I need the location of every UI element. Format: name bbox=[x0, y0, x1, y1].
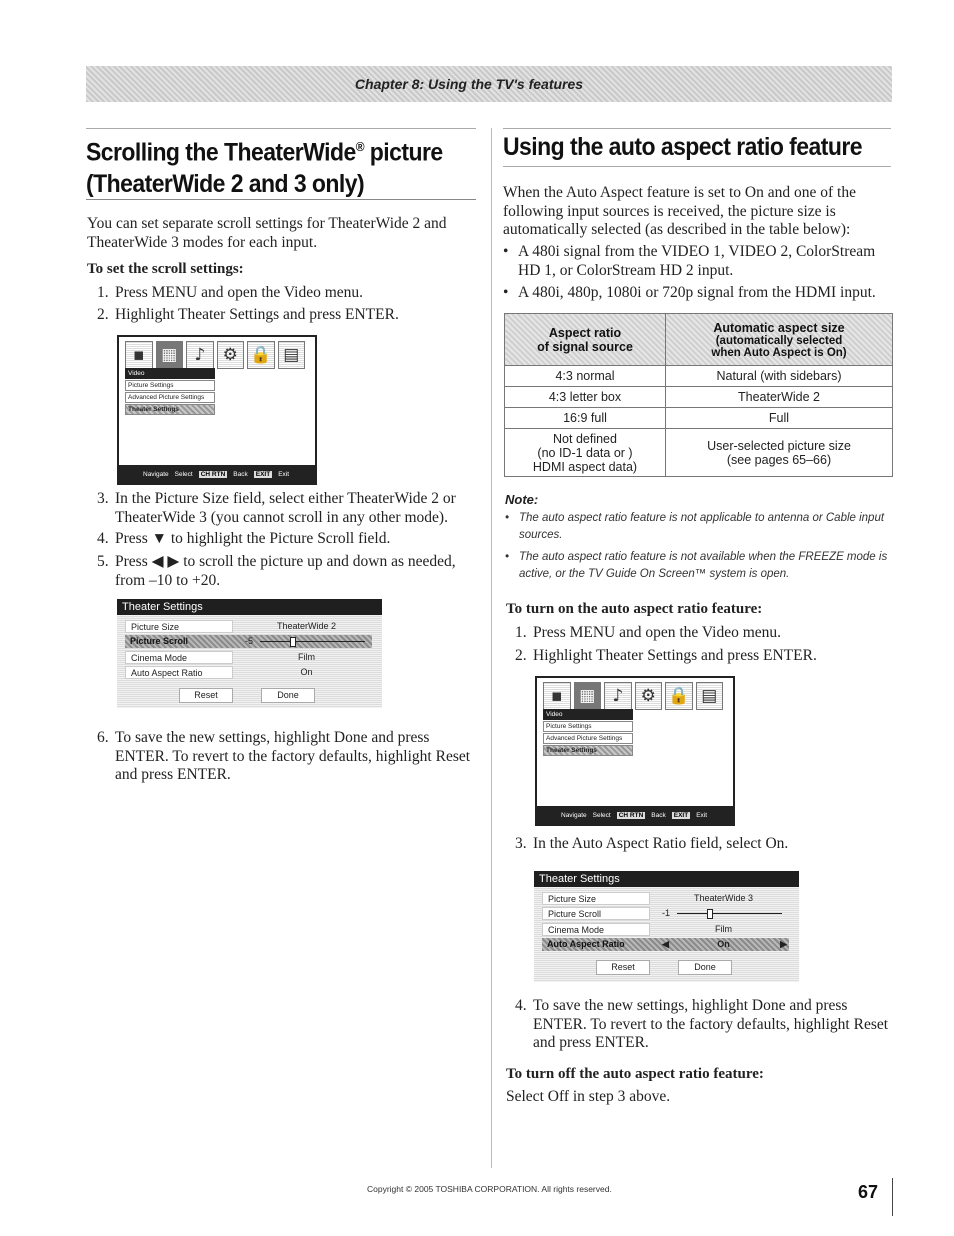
table-cell: Natural (with sidebars) bbox=[666, 366, 893, 387]
note-1 bbox=[505, 510, 895, 544]
bullet-dot: • bbox=[505, 551, 510, 563]
exit-key: EXIT bbox=[255, 470, 271, 478]
row-picture-size bbox=[125, 620, 372, 633]
aspect-ratio-table bbox=[504, 313, 893, 477]
menu-item: Advanced Picture Settings bbox=[543, 733, 633, 744]
left-heading bbox=[86, 131, 491, 200]
row-label: Auto Aspect Ratio bbox=[547, 939, 625, 949]
step-text: To save the new settings, highlight Done and press bbox=[533, 997, 848, 1014]
scroll-subhead: To set the scroll settings: bbox=[87, 261, 244, 277]
cell-line: (no ID-1 data or ) bbox=[537, 445, 633, 460]
table-cell: 16:9 full bbox=[505, 408, 666, 429]
cell-line: User-selected picture size bbox=[707, 438, 851, 453]
cell-line: HDMI aspect data) bbox=[532, 459, 638, 474]
step-number: 1. bbox=[97, 284, 109, 301]
page-number: 67 bbox=[858, 1182, 879, 1202]
note-text: The auto aspect ratio feature is not applicable to antenna or Cable input bbox=[519, 512, 885, 524]
bullet-text: A 480i signal from the VIDEO 1, VIDEO 2, ColorStream bbox=[518, 243, 876, 260]
select-label: Select bbox=[174, 470, 193, 478]
table-cell: TheaterWide 2 bbox=[666, 387, 893, 408]
slider-thumb bbox=[290, 637, 296, 647]
right-heading: Using the auto aspect ratio feature bbox=[503, 133, 862, 161]
back-key: CH RTN bbox=[200, 470, 226, 478]
table-cell: 4:3 letter box bbox=[505, 387, 666, 408]
step-text: To save the new settings, highlight Done and press bbox=[115, 729, 430, 746]
auto-aspect-value: On bbox=[717, 939, 730, 949]
step-text: Press ▼ to highlight the Picture Scroll field. bbox=[115, 530, 391, 547]
table-row bbox=[505, 366, 893, 387]
step-text: In the Auto Aspect Ratio field, select On. bbox=[533, 835, 789, 852]
row-label: Picture Scroll bbox=[130, 636, 189, 646]
theater-settings-panel-1 bbox=[117, 599, 382, 708]
setup-icon: ⚙ bbox=[217, 341, 245, 369]
menu-item: Picture Settings bbox=[125, 380, 215, 391]
applications-icon: ▤ bbox=[696, 682, 724, 710]
row-value: TheaterWide 3 bbox=[693, 893, 754, 903]
scroll-value: -1 bbox=[662, 908, 671, 918]
step-text: TheaterWide 3 (you cannot scroll in any other mode). bbox=[115, 508, 448, 526]
step-6 bbox=[97, 729, 477, 785]
on-step-3 bbox=[515, 835, 895, 854]
right-intro bbox=[503, 184, 891, 240]
menu-item: Advanced Picture Settings bbox=[125, 392, 215, 403]
video-menu-screenshot bbox=[117, 335, 317, 485]
step-text: ENTER. To revert to the factory defaults, highlight Reset bbox=[115, 747, 471, 765]
audio-icon: ♪ bbox=[186, 341, 214, 369]
heading-text-b: picture bbox=[363, 138, 443, 167]
row-value bbox=[241, 635, 372, 648]
panel-title: Theater Settings bbox=[117, 599, 382, 615]
step-text: ENTER. To revert to the factory defaults, highlight Reset bbox=[533, 1015, 889, 1033]
on-step-4 bbox=[515, 997, 895, 1053]
done-button: Done bbox=[261, 688, 315, 703]
back-key: CH RTN bbox=[618, 811, 644, 819]
row-label: Picture Size bbox=[125, 620, 233, 633]
header-text: (automatically selected bbox=[715, 334, 843, 347]
cell-line: (see pages 65–66) bbox=[726, 452, 832, 467]
done-button: Done bbox=[678, 960, 732, 975]
intro-line: When the Auto Aspect feature is set to On and one of the bbox=[503, 184, 856, 201]
menu-item: Picture Settings bbox=[543, 721, 633, 732]
exit-label: Exit bbox=[278, 470, 290, 478]
audio-icon: ♪ bbox=[604, 682, 632, 710]
scroll-slider bbox=[677, 913, 782, 914]
row-cinema-mode bbox=[542, 923, 789, 936]
slider-thumb bbox=[707, 909, 713, 919]
navigate-label: Navigate bbox=[561, 811, 587, 819]
menu-item-highlighted: Theater Settings bbox=[125, 404, 215, 415]
step-number: 4. bbox=[97, 530, 109, 547]
step-text: Highlight Theater Settings and press ENTER. bbox=[115, 306, 399, 323]
intro-line: You can set separate scroll settings for TheaterWide 2 and bbox=[87, 215, 447, 232]
note-text: sources. bbox=[519, 529, 563, 541]
on-step-1 bbox=[515, 624, 895, 643]
row-cinema-mode bbox=[125, 651, 372, 664]
menu-list bbox=[125, 367, 215, 415]
table-row bbox=[505, 408, 893, 429]
table-cell: 4:3 normal bbox=[505, 366, 666, 387]
left-intro bbox=[87, 215, 477, 252]
exit-label: Exit bbox=[696, 811, 708, 819]
right-top-rule bbox=[503, 128, 891, 129]
applications-icon: ▤ bbox=[278, 341, 306, 369]
note-heading: Note: bbox=[505, 492, 539, 507]
step-3 bbox=[97, 490, 477, 527]
row-auto-aspect bbox=[542, 938, 789, 951]
video-menu-screenshot-2 bbox=[535, 676, 735, 826]
step-text: and press ENTER. bbox=[115, 766, 231, 783]
chapter-title: Chapter 8: Using the TV's features bbox=[354, 76, 584, 92]
menu-icon-row bbox=[543, 682, 723, 710]
column-divider bbox=[491, 128, 492, 1168]
step-text: Press MENU and open the Video menu. bbox=[115, 284, 364, 301]
step-number: 2. bbox=[515, 647, 527, 664]
reset-button: Reset bbox=[179, 688, 233, 703]
copyright: Copyright © 2005 TOSHIBA CORPORATION. All rights reserved. bbox=[367, 1184, 612, 1194]
registered-mark: ® bbox=[355, 139, 364, 154]
panel-title: Theater Settings bbox=[534, 871, 799, 887]
row-value: On bbox=[300, 667, 313, 677]
menu-header: Video bbox=[125, 368, 215, 379]
navigate-label: Navigate bbox=[143, 470, 169, 478]
header-aspect-ratio bbox=[505, 314, 666, 366]
step-2 bbox=[97, 306, 477, 325]
row-picture-size bbox=[542, 892, 789, 905]
cell-line: Not defined bbox=[553, 431, 617, 446]
menu-list bbox=[543, 708, 633, 756]
header-text: of signal source bbox=[537, 339, 633, 354]
row-value bbox=[658, 938, 789, 951]
bullet-dot: • bbox=[505, 512, 510, 524]
step-text: from –10 to +20. bbox=[115, 571, 221, 589]
note-2 bbox=[505, 549, 895, 583]
row-value bbox=[658, 907, 789, 920]
row-label: Picture Size bbox=[542, 892, 650, 905]
tv-icon: ▪ bbox=[543, 682, 571, 710]
menu-header: Video bbox=[543, 709, 633, 720]
row-picture-scroll bbox=[542, 907, 789, 920]
panel-body bbox=[117, 615, 382, 708]
row-value: TheaterWide 2 bbox=[276, 621, 337, 631]
note-text: active, or the TV Guide On Screen™ system is open. bbox=[519, 568, 790, 580]
header-text: Automatic aspect size bbox=[713, 320, 845, 335]
header-text: Aspect ratio bbox=[548, 325, 622, 340]
left-heading-rule bbox=[86, 199, 476, 200]
chapter-banner bbox=[86, 66, 892, 102]
header-automatic-size bbox=[666, 314, 893, 366]
left-top-rule bbox=[86, 128, 476, 129]
header-text: when Auto Aspect is On) bbox=[711, 346, 847, 359]
exit-key: EXIT bbox=[673, 811, 689, 819]
back-label: Back bbox=[233, 470, 248, 478]
step-text: In the Picture Size field, select either TheaterWide 2 or bbox=[115, 490, 456, 507]
tv-icon: ▪ bbox=[125, 341, 153, 369]
select-label: Select bbox=[592, 811, 611, 819]
step-number: 3. bbox=[97, 490, 109, 507]
step-number: 4. bbox=[515, 997, 527, 1014]
step-number: 3. bbox=[515, 835, 527, 852]
table-row bbox=[505, 387, 893, 408]
row-picture-scroll bbox=[125, 635, 372, 648]
panel-body bbox=[534, 887, 799, 982]
on-step-2 bbox=[515, 647, 895, 666]
table-row bbox=[505, 429, 893, 477]
turn-on-subhead: To turn on the auto aspect ratio feature: bbox=[506, 601, 763, 617]
table-header-row bbox=[505, 314, 893, 366]
note-text: The auto aspect ratio feature is not available when the FREEZE mode is bbox=[519, 551, 888, 563]
video-icon: ▦ bbox=[156, 341, 184, 369]
lock-icon: 🔒 bbox=[247, 341, 275, 369]
row-auto-aspect bbox=[125, 666, 372, 679]
bullet-1 bbox=[503, 243, 891, 280]
bullet-2 bbox=[503, 284, 891, 303]
theater-settings-panel-2 bbox=[534, 871, 799, 982]
table-cell bbox=[666, 429, 893, 477]
step-1 bbox=[97, 284, 477, 303]
intro-line: TheaterWide 3 modes for each input. bbox=[87, 233, 318, 251]
row-label: Auto Aspect Ratio bbox=[125, 666, 233, 679]
step-number: 2. bbox=[97, 306, 109, 323]
page-number-rule bbox=[892, 1178, 893, 1216]
row-value: Film bbox=[298, 652, 315, 662]
row-value: Film bbox=[715, 924, 732, 934]
intro-line: following input sources is received, the picture size is bbox=[503, 202, 836, 220]
turn-off-text: Select Off in step 3 above. bbox=[506, 1088, 671, 1105]
step-text: Press MENU and open the Video menu. bbox=[533, 624, 782, 641]
heading-text-a: Scrolling the TheaterWide bbox=[86, 138, 356, 167]
scroll-slider bbox=[260, 641, 365, 642]
menu-nav-bar bbox=[537, 806, 733, 824]
turn-off-subhead: To turn off the auto aspect ratio feature: bbox=[506, 1066, 764, 1082]
row-label: Picture Scroll bbox=[542, 907, 650, 920]
step-5 bbox=[97, 553, 477, 590]
menu-icon-row bbox=[125, 341, 305, 369]
lock-icon: 🔒 bbox=[665, 682, 693, 710]
step-number: 6. bbox=[97, 729, 109, 746]
video-icon: ▦ bbox=[574, 682, 602, 710]
bullet-dot: • bbox=[503, 284, 509, 301]
step-4 bbox=[97, 530, 477, 549]
intro-line: automatically selected (as described in the table below): bbox=[503, 221, 851, 238]
step-text: Highlight Theater Settings and press ENTER. bbox=[533, 647, 817, 664]
heading-text-line2: (TheaterWide 2 and 3 only) bbox=[86, 170, 365, 199]
scroll-value: -5 bbox=[245, 636, 254, 646]
left-arrow-icon: ◀ bbox=[662, 939, 669, 949]
setup-icon: ⚙ bbox=[635, 682, 663, 710]
right-arrow-icon: ▶ bbox=[780, 939, 787, 949]
menu-nav-bar bbox=[119, 465, 315, 483]
right-heading-rule bbox=[503, 166, 891, 167]
step-text: and press ENTER. bbox=[533, 1034, 649, 1051]
bullet-text: A 480i, 480p, 1080i or 720p signal from the HDMI input. bbox=[518, 284, 876, 301]
row-label: Cinema Mode bbox=[542, 923, 650, 936]
menu-item-highlighted: Theater Settings bbox=[543, 745, 633, 756]
back-label: Back bbox=[651, 811, 666, 819]
step-number: 1. bbox=[515, 624, 527, 641]
step-text: Press ◀ ▶ to scroll the picture up and down as needed, bbox=[115, 553, 456, 570]
table-cell bbox=[505, 429, 666, 477]
bullet-text: HD 1, or ColorStream HD 2 input. bbox=[518, 261, 734, 279]
table-cell: Full bbox=[666, 408, 893, 429]
step-number: 5. bbox=[97, 553, 109, 570]
reset-button: Reset bbox=[596, 960, 650, 975]
bullet-dot: • bbox=[503, 243, 509, 260]
row-label: Cinema Mode bbox=[125, 651, 233, 664]
